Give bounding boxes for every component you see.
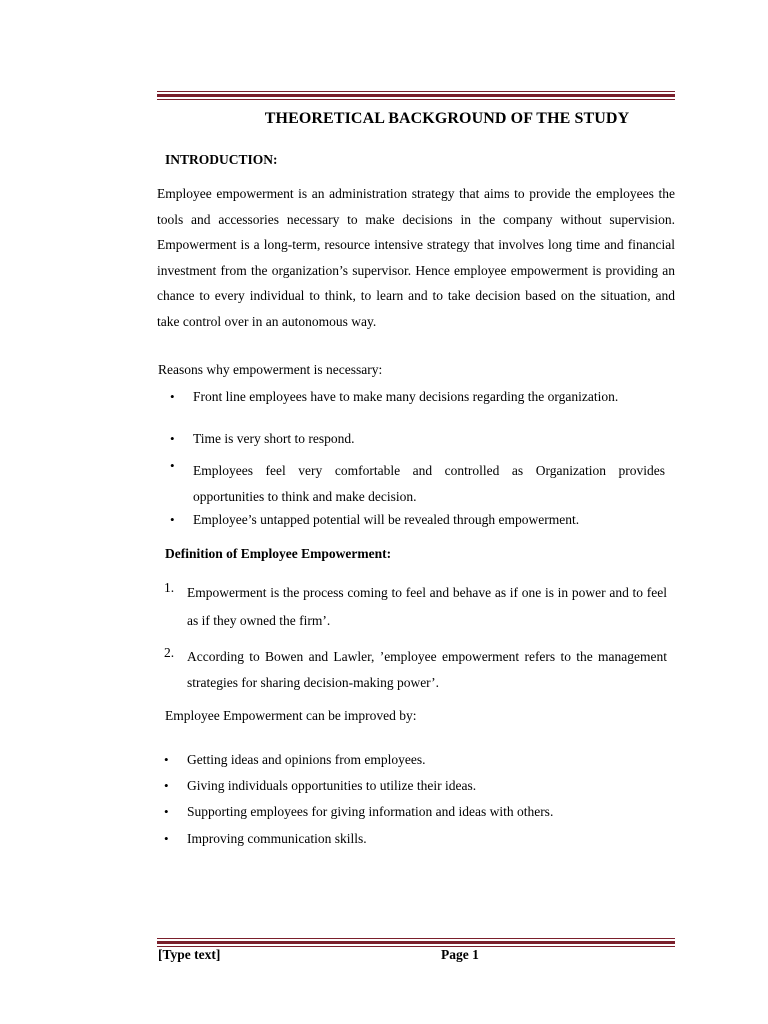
introduction-paragraph: Employee empowerment is an administration strategy that aims to provide the employees the tools and accessories necessary to make decisions in the company without supervision. Empowerment is a long-term, resource intensive strategy that involves long time and financial investment from the organization’s supervisor. Hence employee empowerment is providing an chance to every individual to think, to learn and to take decision based on the situation, and take control over in an autonomous way. [157,186,675,329]
improvement-item: Improving communication skills. [187,831,367,846]
bullet-icon: • [164,752,169,767]
header-rule [157,91,675,100]
definition-item: According to Bowen and Lawler, ’employee empowerment refers to the management strategies for sharing decision-making power’. [187,649,667,690]
page-title: THEORETICAL BACKGROUND OF THE STUDY [264,110,630,127]
bullet-icon: • [170,431,175,446]
list-number: 2. [164,645,175,660]
introduction-heading: INTRODUCTION: [165,152,278,167]
bullet-icon: • [170,458,175,473]
improvement-item: Giving individuals opportunities to utilize their ideas. [187,778,477,793]
improved-label: Employee Empowerment can be improved by: [165,708,417,723]
list-number: 1. [164,580,175,595]
definition-heading: Definition of Employee Empowerment: [165,546,392,561]
improvement-item: Supporting employees for giving information and ideas with others. [187,804,554,819]
reasons-label: Reasons why empowerment is necessary: [158,362,383,377]
bullet-icon: • [164,831,169,846]
bullet-icon: • [164,804,169,819]
bullet-icon: • [170,389,175,404]
reason-item: Employees feel very comfortable and controlled as Organization provides opportunities to think and make decision. [193,463,665,504]
reason-item: Time is very short to respond. [193,431,355,446]
bullet-icon: • [164,778,169,793]
bullet-icon: • [170,512,175,527]
footer-placeholder-text: [Type text] [158,947,221,962]
footer-rule [157,938,675,947]
page-number: Page 1 [441,947,479,962]
reason-item: Front line employees have to make many decisions regarding the organization. [193,389,619,404]
definition-item: Empowerment is the process coming to feel and behave as if one is in power and to feel as if they owned the firm’. [187,585,667,628]
reason-item: Employee’s untapped potential will be revealed through empowerment. [193,512,580,527]
improvement-item: Getting ideas and opinions from employees. [187,752,426,767]
